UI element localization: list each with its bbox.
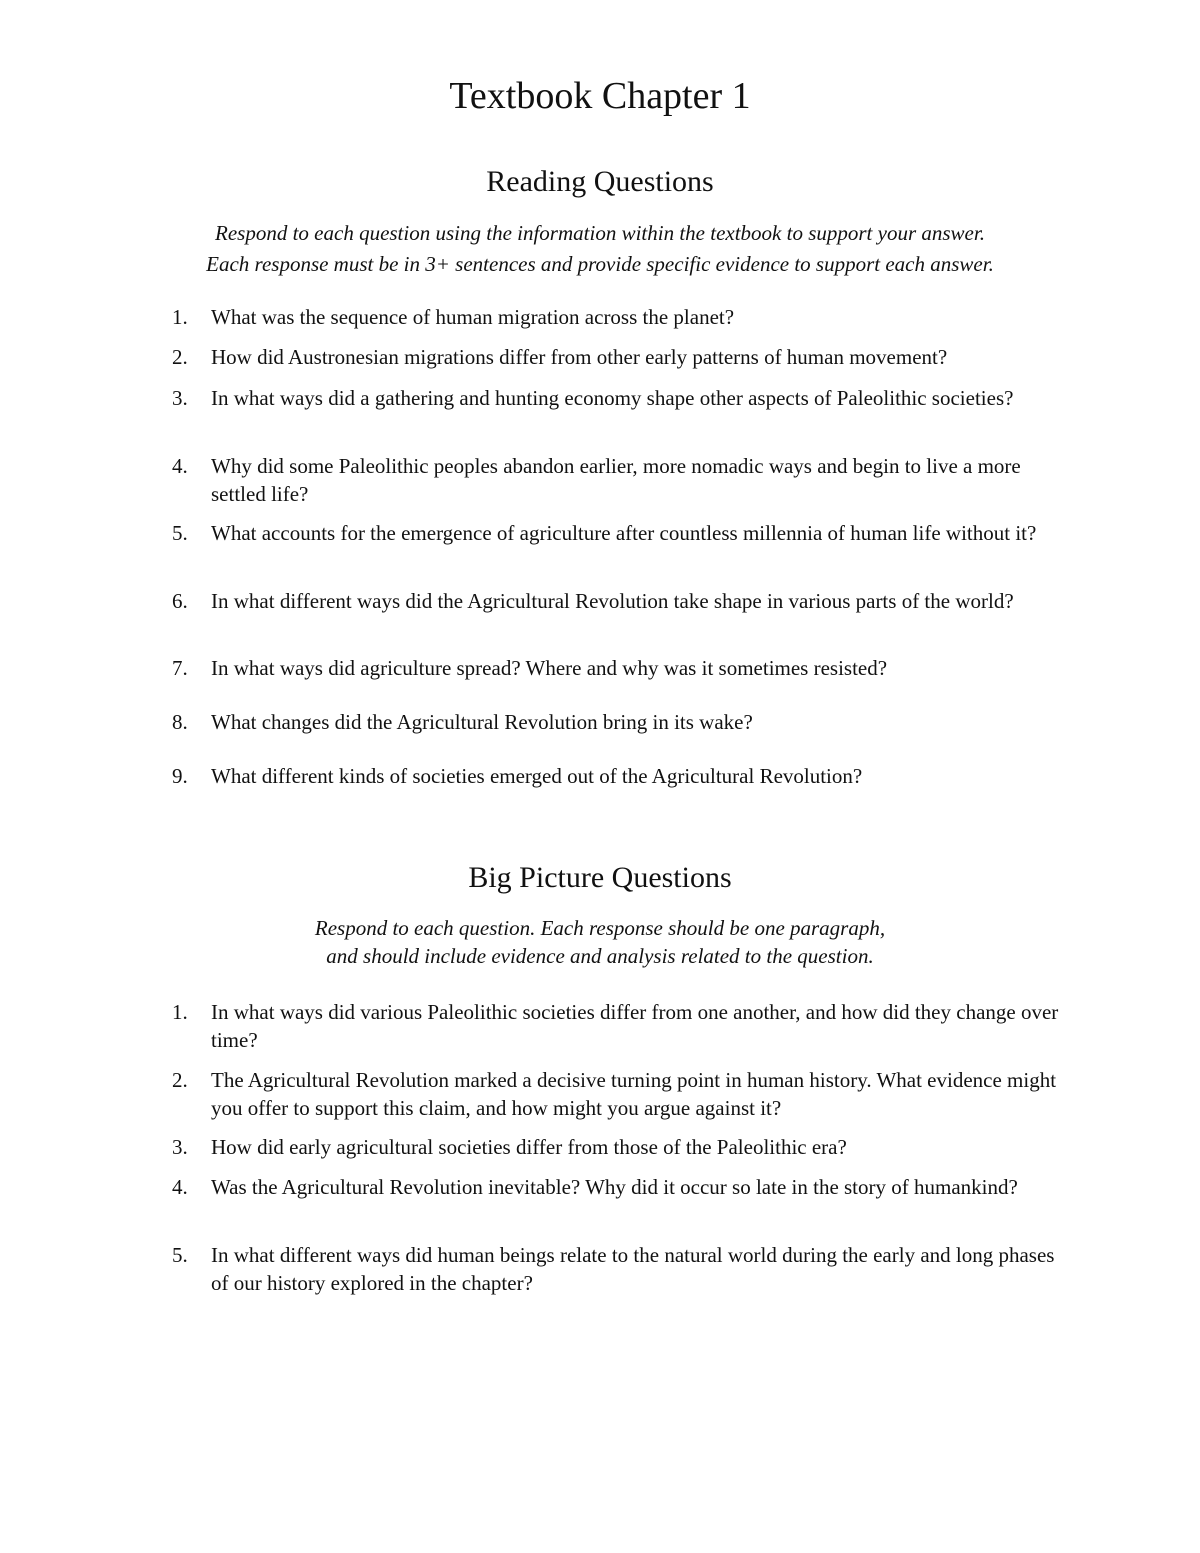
- question-number: 6.: [172, 589, 188, 613]
- reading-question: [172, 452, 1062, 508]
- question-number: 1.: [172, 305, 188, 329]
- question-text: In what ways did a gathering and hunting economy shape other aspects of Paleolithic societies?: [211, 386, 1014, 410]
- big-picture-question: [172, 1066, 1062, 1122]
- question-text: In what ways did agriculture spread? Where and why was it sometimes resisted?: [211, 656, 888, 680]
- reading-question: [172, 708, 1062, 736]
- question-text: What different kinds of societies emerged out of the Agricultural Revolution?: [211, 764, 863, 788]
- document-title: Textbook Chapter 1: [449, 75, 751, 117]
- big-picture-instructions: [0, 914, 1200, 970]
- question-number: 7.: [172, 656, 188, 680]
- question-number: 9.: [172, 764, 188, 788]
- question-text: In what ways did various Paleolithic societies differ from one another, and how did they change over time?: [211, 1000, 1059, 1052]
- reading-instructions-line: Respond to each question using the information within the textbook to support your answer.: [215, 221, 985, 245]
- question-text: How did Austronesian migrations differ from other early patterns of human movement?: [211, 345, 948, 369]
- reading-question: [172, 519, 1062, 547]
- question-text: Why did some Paleolithic peoples abandon earlier, more nomadic ways and begin to live a more settled life?: [211, 454, 1021, 506]
- question-text: In what different ways did human beings relate to the natural world during the early and long phases of our history explored in the chapter?: [211, 1243, 1055, 1295]
- big-picture-questions-heading: Big Picture Questions: [468, 861, 732, 894]
- big-picture-question: [172, 1173, 1062, 1201]
- question-text: What accounts for the emergence of agriculture after countless millennia of human life without it?: [211, 521, 1037, 545]
- question-number: 3.: [172, 1135, 188, 1159]
- big-picture-question: [172, 1133, 1062, 1161]
- question-text: What was the sequence of human migration across the planet?: [211, 305, 735, 329]
- reading-question: [172, 587, 1062, 615]
- question-number: 5.: [172, 521, 188, 545]
- question-number: 2.: [172, 1068, 188, 1092]
- reading-question: [172, 384, 1062, 412]
- reading-question: [172, 343, 1062, 371]
- big-picture-question: [172, 998, 1062, 1054]
- big-picture-instructions-line: and should include evidence and analysis related to the question.: [326, 944, 874, 968]
- big-picture-instructions-line: Respond to each question. Each response should be one paragraph,: [314, 916, 886, 940]
- question-number: 8.: [172, 710, 188, 734]
- question-text: In what different ways did the Agricultural Revolution take shape in various parts of the world?: [211, 589, 1014, 613]
- question-text: How did early agricultural societies differ from those of the Paleolithic era?: [211, 1135, 847, 1159]
- question-number: 4.: [172, 1175, 188, 1199]
- question-number: 3.: [172, 386, 188, 410]
- reading-instructions-line: Each response must be in 3+ sentences and provide specific evidence to support each answer.: [206, 252, 994, 276]
- question-number: 5.: [172, 1243, 188, 1267]
- question-number: 2.: [172, 345, 188, 369]
- big-picture-question: [172, 1241, 1062, 1297]
- question-text: The Agricultural Revolution marked a decisive turning point in human history. What evidence might you offer to support this claim, and how might you argue against it?: [211, 1068, 1057, 1120]
- question-number: 4.: [172, 454, 188, 478]
- question-text: Was the Agricultural Revolution inevitable? Why did it occur so late in the story of humankind?: [211, 1175, 1018, 1199]
- reading-question: [172, 762, 1062, 790]
- reading-instructions: [0, 218, 1200, 280]
- reading-question: [172, 303, 1062, 331]
- reading-question: [172, 654, 1062, 682]
- question-text: What changes did the Agricultural Revolution bring in its wake?: [211, 710, 753, 734]
- question-number: 1.: [172, 1000, 188, 1024]
- reading-questions-heading: Reading Questions: [486, 165, 714, 198]
